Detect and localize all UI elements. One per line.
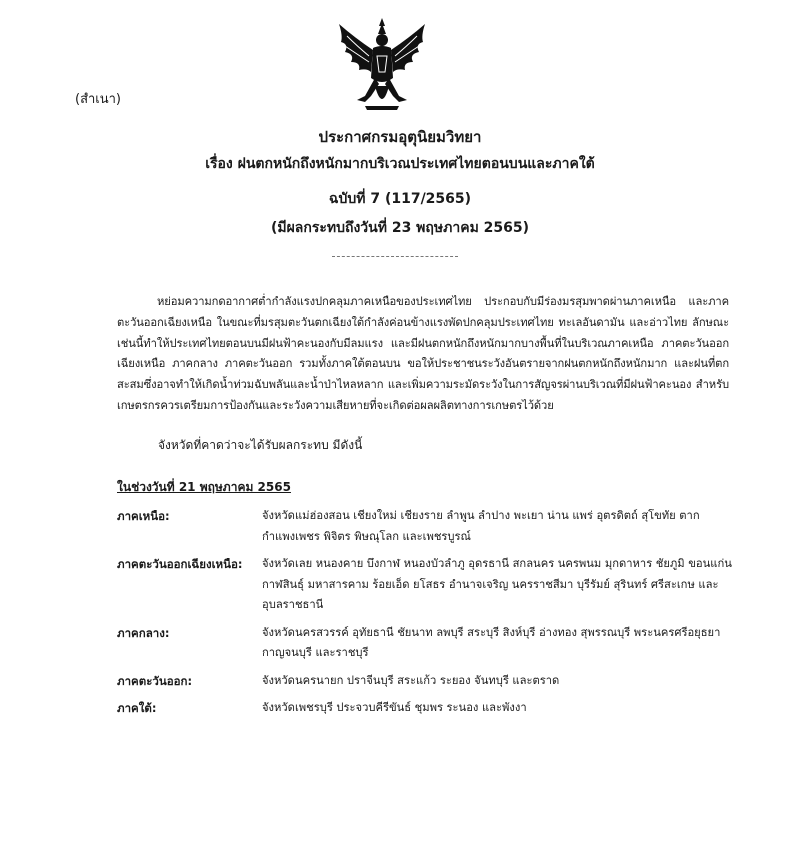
regions-list [117,506,737,726]
region-row-north [117,506,737,547]
announcement-title: ประกาศกรมอุตุนิยมวิทยา [318,128,482,146]
copy-label: (สำเนา) [75,92,122,107]
region-name: ภาคใต้: [117,701,157,715]
region-name: ภาคตะวันออก: [117,673,193,688]
region-row-central [117,623,737,664]
region-provinces: จังหวัดเลย หนองคาย บึงกาฬ หนองบัวลำภู อุดรธานี สกลนคร นครพนม มุกดาหาร ชัยภูมิ ขอนแก่น กาฬสินธุ์ มหาสารคาม ร้อยเอ็ด ยโสธร อำนาจเจริญ นครราชสีมา บุรีรัมย์ สุรินทร์ ศรีสะเกษ และอุบลราชธานี [262,557,732,611]
dashed-divider [332,256,458,257]
announcement-effective-date: (มีผลกระทบถึงวันที่ 23 พฤษภาคม 2565) [270,220,530,236]
region-provinces: จังหวัดนครสวรรค์ อุทัยธานี ชัยนาท ลพบุรี สระบุรี สิงห์บุรี อ่างทอง สุพรรณบุรี พระนครศรีอยุธยา กาญจนบุรี และราชบุรี [262,625,721,659]
body-paragraph: หย่อมความกดอากาศต่ำกำลังแรงปกคลุมภาคเหนือของประเทศไทย ประกอบกับมีร่องมรสุมพาดผ่านภาคเหนือ และภาคตะวันออกเฉียงเหนือ ในขณะที่มรสุมตะวันตกเฉียงใต้กำลังค่อนข้างแรงพัดปกคลุมประเทศไทย ทะเลอันดามัน และอ่าวไทย ลักษณะเช่นนี้ทำให้ประเทศไทยตอนบนมีฝนฟ้าคะนองกับมีลมแรง และมีฝนตกหนักถึงหนักมากบางพื้นที่ในบริเวณภาคเหนือ ภาคตะวันออกเฉียงเหนือ ภาคกลาง ภาคตะวันออก รวมทั้งภาคใต้ตอนบน ขอให้ประชาชนระวังอันตรายจากฝนตกหนักถึงหนักมาก และฝนที่ตกสะสมซึ่งอาจทำให้เกิดน้ำท่วมฉับพลันและน้ำป่าไหลหลาก และเพิ่มความระมัดระวังในการสัญจรผ่านบริเวณที่มีฝนฟ้าคะนอง สำหรับเกษตรกรควรเตรียมการป้องกันและระวังความเสียหายที่จะเกิดต่อผลผลิตทางการเกษตรไว้ด้วย [117,295,729,412]
region-name: ภาคกลาง: [117,625,170,640]
affected-provinces-intro: จังหวัดที่คาดว่าจะได้รับผลกระทบ มีดังนี้ [158,438,363,452]
region-provinces: จังหวัดเพชรบุรี ประจวบคีรีขันธ์ ชุมพร ระนอง และพังงา [262,701,527,714]
region-name: ภาคตะวันออกเฉียงเหนือ: [117,557,243,571]
announcement-issue: ฉบับที่ 7 (117/2565) [328,191,472,207]
period-label: ในช่วงวันที่ 21 พฤษภาคม 2565 [117,480,291,494]
garuda-emblem-icon [335,16,429,114]
region-name: ภาคเหนือ: [117,509,170,523]
region-row-east [117,671,737,692]
region-provinces: จังหวัดแม่ฮ่องสอน เชียงใหม่ เชียงราย ลำพูน ลำปาง พะเยา น่าน แพร่ อุตรดิตถ์ สุโขทัย ตาก กำแพงเพชร พิจิตร พิษณุโลก และเพชรบูรณ์ [262,509,700,543]
region-row-northeast [117,554,737,616]
region-provinces: จังหวัดนครนายก ปราจีนบุรี สระแก้ว ระยอง จันทบุรี และตราด [262,673,560,687]
region-row-south [117,698,737,719]
announcement-subject: เรื่อง ฝนตกหนักถึงหนักมากบริเวณประเทศไทยตอนบนและภาคใต้ [205,156,595,172]
